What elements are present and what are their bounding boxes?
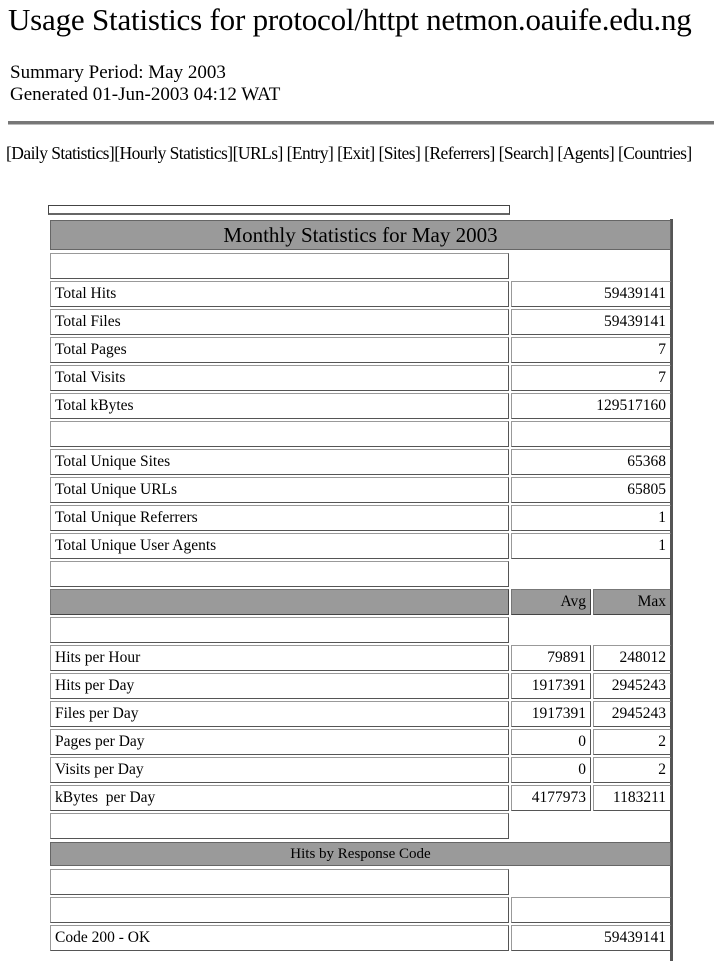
row-label: Total Unique User Agents bbox=[50, 533, 509, 559]
max-header: Max bbox=[593, 589, 671, 615]
page-title: Usage Statistics for protocol/httpt netmon.oauife.edu.ng bbox=[8, 2, 692, 37]
row-label: Total Unique URLs bbox=[50, 477, 509, 503]
horizontal-rule bbox=[8, 121, 714, 125]
row-value: 7 bbox=[511, 365, 671, 391]
row-value: 59439141 bbox=[511, 281, 671, 307]
row-label: Hits per Hour bbox=[50, 645, 509, 671]
row-max: 2 bbox=[593, 757, 671, 783]
row-value: 59439141 bbox=[511, 309, 671, 335]
row-avg: 0 bbox=[511, 729, 591, 755]
nav-bar bbox=[6, 143, 692, 164]
nav-exit[interactable]: [Exit] bbox=[337, 143, 375, 163]
header-blank-cell bbox=[50, 589, 509, 615]
row-max: 248012 bbox=[593, 645, 671, 671]
spacer-cell bbox=[50, 561, 509, 587]
row-label: Total Hits bbox=[50, 281, 509, 307]
nav-search[interactable]: [Search] bbox=[498, 143, 554, 163]
row-value: 65368 bbox=[511, 449, 671, 475]
spacer-cell bbox=[50, 869, 509, 895]
monthly-statistics-header: Monthly Statistics for May 2003 bbox=[50, 220, 671, 250]
spacer-cell bbox=[511, 897, 671, 923]
row-avg: 1917391 bbox=[511, 673, 591, 699]
nav-urls[interactable]: [URLs] bbox=[232, 143, 283, 163]
spacer-cell bbox=[50, 617, 509, 643]
row-label: Hits per Day bbox=[50, 673, 509, 699]
summary-block bbox=[10, 62, 280, 106]
nav-sites[interactable]: [Sites] bbox=[378, 143, 421, 163]
row-max: 2 bbox=[593, 729, 671, 755]
nav-countries[interactable]: [Countries] bbox=[618, 143, 692, 163]
row-max: 2945243 bbox=[593, 673, 671, 699]
row-label: Visits per Day bbox=[50, 757, 509, 783]
avg-header: Avg bbox=[511, 589, 591, 615]
nav-referrers[interactable]: [Referrers] bbox=[424, 143, 495, 163]
spacer-cell bbox=[50, 897, 509, 923]
row-label: kBytes per Day bbox=[50, 785, 509, 811]
row-label: Total Unique Referrers bbox=[50, 505, 509, 531]
row-label: Code 200 - OK bbox=[50, 925, 509, 951]
row-value: 1 bbox=[511, 533, 671, 559]
row-avg: 0 bbox=[511, 757, 591, 783]
table-top-cap bbox=[48, 205, 510, 215]
response-code-header: Hits by Response Code bbox=[50, 842, 671, 866]
row-label: Total Files bbox=[50, 309, 509, 335]
row-value: 1 bbox=[511, 505, 671, 531]
nav-hourly-statistics[interactable]: [Hourly Statistics] bbox=[114, 143, 233, 163]
spacer-cell bbox=[50, 421, 509, 447]
row-label: Files per Day bbox=[50, 701, 509, 727]
row-label: Total kBytes bbox=[50, 393, 509, 419]
row-label: Total Pages bbox=[50, 337, 509, 363]
row-max: 1183211 bbox=[593, 785, 671, 811]
nav-agents[interactable]: [Agents] bbox=[557, 143, 615, 163]
spacer-cell bbox=[511, 421, 671, 447]
spacer-cell bbox=[50, 813, 509, 839]
row-avg: 4177973 bbox=[511, 785, 591, 811]
nav-daily-statistics[interactable]: [Daily Statistics] bbox=[6, 143, 115, 163]
row-label: Pages per Day bbox=[50, 729, 509, 755]
spacer-cell bbox=[50, 253, 509, 279]
row-avg: 1917391 bbox=[511, 701, 591, 727]
row-label: Total Visits bbox=[50, 365, 509, 391]
row-value: 59439141 bbox=[511, 925, 671, 951]
row-value: 129517160 bbox=[511, 393, 671, 419]
summary-period: Summary Period: May 2003 bbox=[10, 62, 226, 83]
generated-timestamp: Generated 01-Jun-2003 04:12 WAT bbox=[10, 84, 281, 105]
row-value: 7 bbox=[511, 337, 671, 363]
row-avg: 79891 bbox=[511, 645, 591, 671]
row-max: 2945243 bbox=[593, 701, 671, 727]
nav-entry[interactable]: [Entry] bbox=[286, 143, 334, 163]
row-label: Total Unique Sites bbox=[50, 449, 509, 475]
row-value: 65805 bbox=[511, 477, 671, 503]
